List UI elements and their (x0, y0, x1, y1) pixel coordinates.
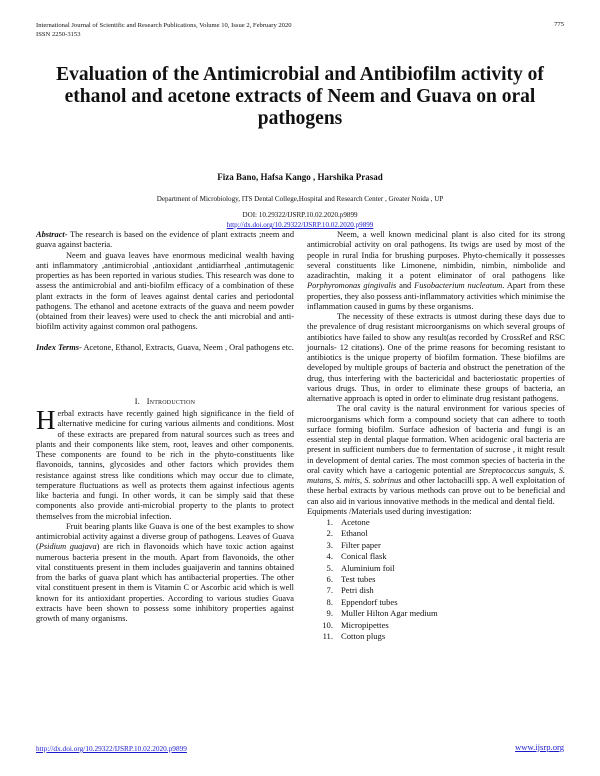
running-header (36, 21, 292, 39)
paper-title: Evaluation of the Antimicrobial and Antibiofilm activity of ethanol and acetone extracts of Neem and Guava on oral pathogens (56, 64, 544, 129)
equipment-heading: Equipments /Materials used during investigation: (307, 506, 472, 516)
item-label: Muller Hilton Agar medium (341, 608, 438, 619)
equipment-item (307, 608, 565, 619)
equipment-item (307, 528, 565, 539)
item-number: 1. (326, 517, 333, 527)
index-terms: Index Terms- Acetone, Ethanol, Extracts, Guava, Neem , Oral pathogens etc. (36, 342, 294, 352)
right-column (307, 230, 565, 642)
item-number: 11. (322, 631, 333, 642)
abstract: Abstract- The research is based on the evidence of plant extracts ;neem and guava against bacteria. (36, 230, 294, 250)
affiliation: Department of Microbiology, ITS Dental College,Hospital and Research Center , Greater Noida , UP (156, 195, 444, 203)
doi-text: DOI: 10.29322/IJSRP.10.02.2020.p9899 (242, 211, 358, 219)
equipment-item (307, 620, 565, 631)
item-number: 2. (326, 528, 333, 539)
intro-paragraph-5: The oral cavity is the natural environment for various species of microorganisms which form a compound society that can adhere to tooth surface forming biofilm. Surface adhesion of bacteria and fungi is an essential step in dental plaque formation. When acidogenic oral bacteria are present in sufficient numbers due to fermentation of sucrose , it might result in development of dental caries. The most common species of bacteria in the oral cavity which have a cariogenic potential are Streptococcus sanguis, S. mutans, S. mitis, S. sobrinus and other lactobacilli spp. A well exploitation of these herbal extracts by various methods can prove out to be beneficial and can also aid in various innovative methods in the medical and dental field. (307, 404, 565, 506)
item-number: 7. (326, 585, 333, 596)
abstract-body: Neem and guava leaves have enormous medicinal wealth having anti inflammatory ,antimicrobial ,antioxidant ,antidiarrheal ,antimutagenic properties as has been reported in various studies. This research was done to assess the antimicrobial and anti-biofilm efficacy of a combination of these plant extracts in the form of leaves against dental caries and periodontal pathogens. The ethanol and acetone extracts of the guava and neem powder (obtained from their leaves) were used to check the anti microbial and anti- biofilm activity against common oral pathogens. (36, 250, 294, 332)
equipment-item (307, 597, 565, 608)
left-column (36, 230, 294, 624)
intro-paragraph-1: Herbal extracts have recently gained high significance in the field of alternative medicine for curing various ailments and conditions. Most of these extracts are prepared from natural sources such as trees and plants and their components like stem, root, leaves and other components. These components are found to be rich in the phyto-constituents like flavonoids, tannins, glycosides and other factors which provides them resistance against stress like conditions which may occur due to climate, temperature fluctuations as well as protects them against infectious agents like bacteria and fungi. In other words, it can be simply said that these components also provide anti-microbial property to the plants to protect themselves from the microbial infection. (36, 405, 294, 521)
item-label: Acetone (341, 517, 370, 527)
item-number: 10. (322, 619, 333, 630)
issn: ISSN 2250-3153 (36, 31, 81, 38)
index-terms-label: Index Terms (36, 342, 80, 352)
item-label: Test tubes (341, 574, 376, 585)
item-label: Cotton plugs (341, 631, 386, 642)
intro-paragraph-4: The necessity of these extracts is utmost during these days due to the prevalence of drug resistant microorganisms on which several groups of antibiotics have failed to show any result(as recorded by CrossRef and RSC journals- 12 citations). One of the prime reasons for becoming resistant to antibiotics is the unique property of biofilm formation. These biofilms are developed by multiple groups of bacteria and obstruct the penetration of the drug, thus interfering with the bactericidal and bacteriostatic properties of various drugs. Thus, in order to eliminate these groups of bacteria, an alternative approach is opted in order to eliminate drug resistant pathogens. (307, 312, 565, 403)
doi-block (0, 210, 600, 230)
footer-site-link[interactable]: www.ijsrp.org (515, 742, 564, 752)
footer-doi-link[interactable]: http://dx.doi.org/10.29322/IJSRP.10.02.2020.p9899 (36, 744, 187, 753)
intro-paragraph-3: Neem, a well known medicinal plant is also cited for its strong antimicrobial activity on oral pathogens. Its twigs are used by most of the people in rural India for brushing purposes. Phyto-chemically it possesses several constituents like Limonene, nimbidin, nimbin, nimbolide and azadirachtin, making it a potent eliminator of oral pathogens like Porphyromonas gingivalis and Fusobacterium nucleatum. Apart from these properties, they also possess anti-inflammatory activities which minimise the inflammation caused in gums by these organisms. (307, 230, 565, 311)
journal-citation: International Journal of Scientific and Research Publications, Volume 10, Issue 2, February 2020 (36, 22, 292, 29)
item-number: 6. (326, 574, 333, 585)
item-number: 5. (326, 562, 333, 573)
item-label: Eppendorf tubes (341, 596, 398, 607)
abstract-label: Abstract- (36, 230, 68, 239)
item-label: Aluminium foil (341, 562, 395, 573)
item-label: Conical flask (341, 551, 387, 562)
section-heading: I. Introduction (134, 396, 196, 406)
equipment-item (307, 540, 565, 551)
item-number: 3. (326, 539, 333, 550)
equipment-item (307, 631, 565, 642)
drop-cap: H (36, 405, 56, 435)
item-label: Filter paper (341, 539, 381, 550)
item-label: Micropipettes (341, 619, 389, 630)
intro-paragraph-2: Fruit bearing plants like Guava is one of the best examples to show antimicrobial activity against a diverse group of pathogens. Leaves of Guava (Psidium guajava) are rich in flavonoids which have toxic action against numerous bacteria present in the mouth. Apart from flavonoids, the other vital constituents present in them includes guaijaverin and tannins obtained from the barks of guava plant which has antibacterial properties. The other vital constituent present in them is Vitamin C or Ascorbic acid which is well known for its antioxidant properties. According to various studies Guava extracts have been shown to possess some inhibitory properties against growth of many organisms. (36, 521, 294, 623)
item-number: 9. (326, 608, 333, 619)
authors: Fiza Bano, Hafsa Kango , Harshika Prasad (217, 172, 383, 182)
equipment-item (307, 551, 565, 562)
equipment-list (307, 517, 565, 642)
equipment-item (307, 585, 565, 596)
doi-link[interactable]: http://dx.doi.org/10.29322/IJSRP.10.02.2020.p9899 (226, 221, 374, 229)
item-number: 4. (326, 551, 333, 562)
item-number: 8. (326, 596, 333, 607)
equipment-item (307, 574, 565, 585)
item-label: Petri dish (341, 585, 374, 596)
equipment-item (307, 563, 565, 574)
equipment-item (307, 517, 565, 528)
page-number: 775 (554, 21, 564, 28)
item-label: Ethanol (341, 528, 368, 539)
